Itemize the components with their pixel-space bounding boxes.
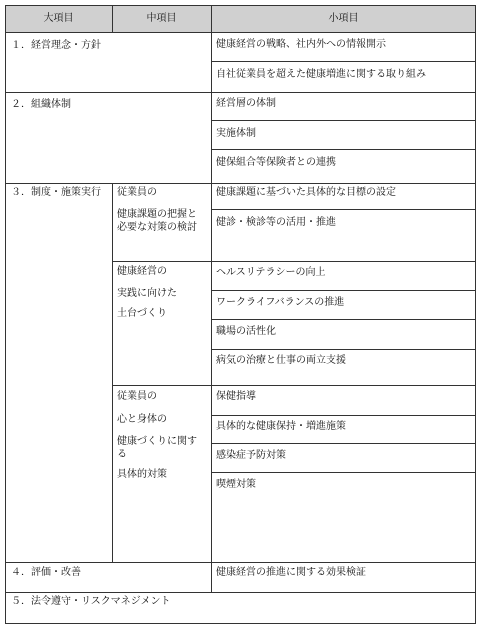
criteria-table <box>5 5 476 624</box>
major-item-1: １．経営理念・方針 <box>11 40 101 51</box>
middle-item-line: 土台づくり <box>117 308 167 319</box>
minor-item: 健保組合等保険者との連携 <box>216 157 336 168</box>
minor-item: 病気の治療と仕事の両立支援 <box>216 355 346 366</box>
minor-item: 保健指導 <box>216 391 256 402</box>
minor-item: 健診・検診等の活用・推進 <box>216 217 336 228</box>
middle-item-line: 健康経営の <box>117 266 167 277</box>
header-middle: 中項目 <box>146 13 177 24</box>
middle-item-line: る <box>117 449 127 460</box>
middle-item-line: 具体的対策 <box>117 469 167 480</box>
header-minor: 小項目 <box>328 13 359 24</box>
minor-item: 実施体制 <box>216 128 256 139</box>
middle-item-line: 実践に向けた <box>117 288 177 299</box>
middle-item-line: 心と身体の <box>117 414 167 425</box>
middle-item-line: 従業員の <box>117 391 157 402</box>
minor-item: 自社従業員を超えた健康増進に関する取り組み <box>216 69 426 80</box>
minor-item: 職場の活性化 <box>216 326 276 337</box>
minor-item: 喫煙対策 <box>216 479 256 490</box>
minor-item: ヘルスリテラシーの向上 <box>216 267 326 278</box>
major-item-4: ４．評価・改善 <box>11 567 81 578</box>
middle-item-line: 健康課題の把握と <box>117 209 197 220</box>
minor-item: 感染症予防対策 <box>216 450 286 461</box>
minor-item: 具体的な健康保持・増進施策 <box>216 421 346 432</box>
minor-item: 健康経営の推進に関する効果検証 <box>216 567 366 578</box>
middle-item-line: 従業員の <box>117 187 157 198</box>
minor-item: 健康経営の戦略、社内外への情報開示 <box>216 39 386 50</box>
major-item-2: ２．組織体制 <box>11 99 71 110</box>
major-item-5: ５．法令遵守・リスクマネジメント <box>11 596 171 607</box>
middle-item-line: 必要な対策の検討 <box>117 222 197 233</box>
header-major: 大項目 <box>43 13 74 24</box>
minor-item: ワークライフバランスの推進 <box>216 297 345 308</box>
middle-item-line: 健康づくりに関す <box>117 436 197 447</box>
major-item-3: ３．制度・施策実行 <box>11 187 101 198</box>
minor-item: 経営層の体制 <box>216 98 276 109</box>
minor-item: 健康課題に基づいた具体的な目標の設定 <box>216 187 396 198</box>
